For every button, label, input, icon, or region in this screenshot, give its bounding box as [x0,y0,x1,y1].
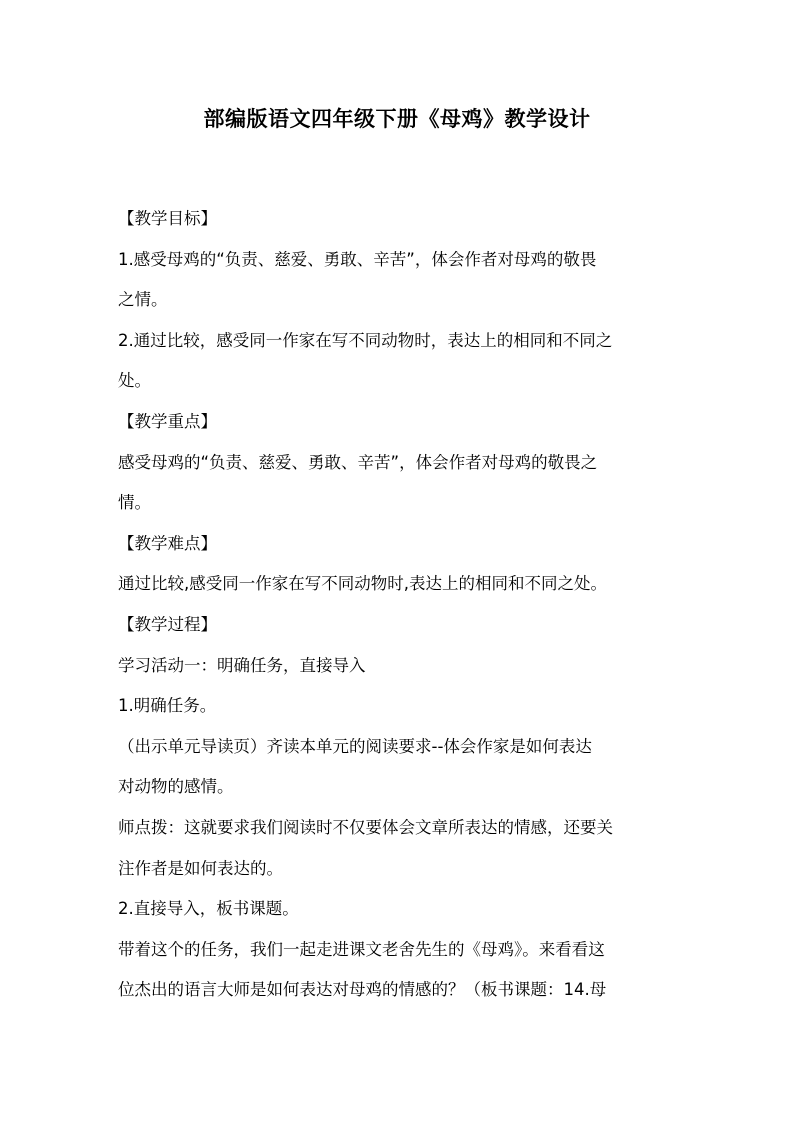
paragraph-line: 之情。 [118,290,168,310]
paragraph-line: 情。 [118,493,151,513]
paragraph-line: 带着这个的任务，我们一起走进课文老舍先生的《母鸡》。来看看这 [118,939,605,959]
section-heading-objectives: 【教学目标】 [118,209,217,228]
activity-heading: 学习活动一：明确任务，直接导入 [118,655,366,675]
section-heading-difficulties: 【教学难点】 [118,533,217,553]
paragraph-line: 处。 [118,371,151,391]
section-heading-key-points: 【教学重点】 [118,411,217,431]
section-heading-process: 【教学过程】 [118,614,217,634]
paragraph-line: 通过比较,感受同一作家在写不同动物时,表达上的相同和不同之处。 [118,574,607,594]
paragraph-line: 感受母鸡的“负责、慈爱、勇敢、辛苦”，体会作者对母鸡的敬畏之 [118,452,598,472]
paragraph-line: 1.感受母鸡的“负责、慈爱、勇敢、辛苦”，体会作者对母鸡的敬畏 [118,249,597,269]
paragraph-line: 2.通过比较，感受同一作家在写不同动物时，表达上的相同和不同之 [118,330,613,350]
paragraph-line: 对动物的感情。 [118,777,234,797]
paragraph-line: 师点拨：这就要求我们阅读时不仅要体会文章所表达的情感，还要关 [118,817,613,837]
paragraph-line: 位杰出的语言大师是如何表达对母鸡的情感的？（板书课题：14.母 [118,980,607,1000]
paragraph-line: 2.直接导入，板书课题。 [118,899,299,919]
paragraph-line: 1.明确任务。 [118,696,217,716]
document-body [118,199,686,1011]
document-title: 部编版语文四年级下册《母鸡》教学设计 [203,107,591,131]
paragraph-line: 注作者是如何表达的。 [118,858,283,878]
paragraph-line: （出示单元导读页）齐读本单元的阅读要求--体会作家是如何表达 [118,736,592,756]
